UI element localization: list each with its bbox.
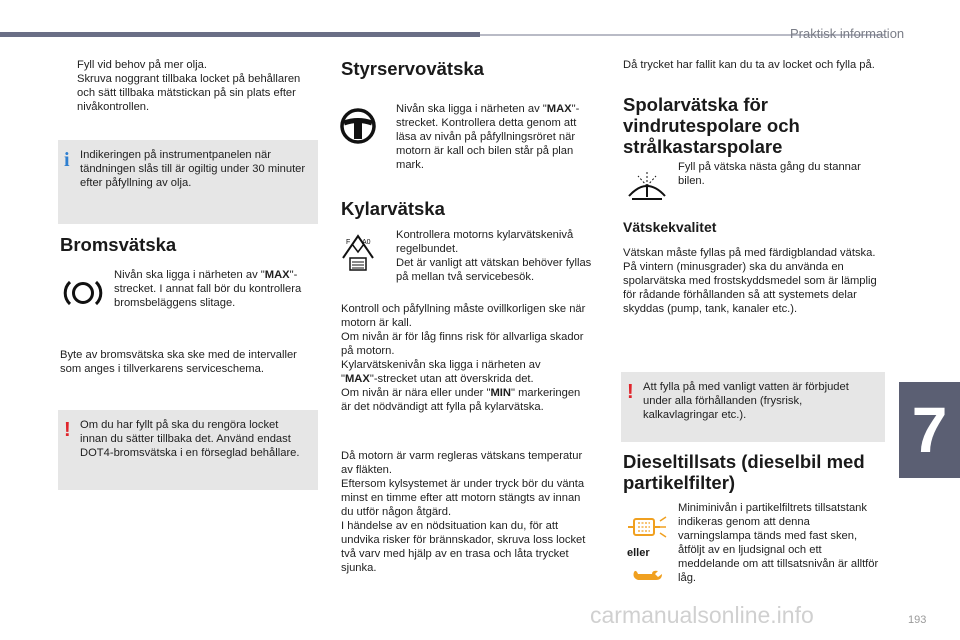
fluid-quality-title: Vätskekvalitet bbox=[623, 219, 717, 235]
coolant-p1-c: " markeringen är det nödvändigt att fylla på kylarvätska. bbox=[341, 387, 581, 413]
windscreen-washer-icon bbox=[626, 166, 668, 202]
steering-pre: Nivån ska ligga i närheten av " bbox=[396, 103, 547, 115]
washer-warning-note bbox=[621, 372, 885, 442]
power-steering-title: Styrservovätska bbox=[341, 58, 484, 79]
brake-warning-note bbox=[58, 410, 318, 490]
watermark: carmanualsonline.info bbox=[590, 602, 814, 628]
bullet-item bbox=[60, 72, 315, 116]
washer-warning-text: Att fylla på med vanligt vatten är förbjudet under alla förhållanden (frysrisk, kalkavlagringar etc.). bbox=[643, 381, 849, 421]
coolant-intro-text: Kontrollera motorns kylarvätskenivå regelbundet. Det är vanligt att vätskan behöver fyllas på mellan två servicebesök. bbox=[396, 229, 592, 283]
power-steering-text bbox=[396, 102, 586, 172]
coolant-hot-text: Då motorn är varm regleras vätskans temperatur av fläkten. Eftersom kylsystemet är under tryck bör du vänta minst en timme efter att motorn stängts av innan du utför någon åtgärd. I händelse av en nödsituation kan du, för att undvika risker för brännskador, skruva loss locket två varv med hjälp av en trasa och låta trycket sjunka. bbox=[341, 450, 586, 574]
steering-wheel-icon bbox=[338, 106, 378, 146]
wrench-icon bbox=[630, 566, 664, 586]
washer-fluid-text: Fyll på vätska nästa gång du stannar bilen. bbox=[678, 161, 861, 187]
brake-interval-text: Byte av bromsvätska ska ske med de intervaller som anges i tillverkarens serviceschema. bbox=[60, 349, 297, 375]
coolant-title: Kylarvätska bbox=[341, 198, 445, 219]
warning-icon: ! bbox=[64, 419, 71, 441]
svg-text:F: F bbox=[346, 239, 351, 246]
coolant-check-text bbox=[341, 302, 591, 414]
info-note-text: Indikeringen på instrumentpanelen när tändningen slås till är ogiltig under 30 minuter efter påfyllning av olja. bbox=[80, 149, 306, 189]
svg-text:A0: A0 bbox=[362, 239, 371, 246]
fluid-quality-text: Vätskan måste fyllas på med färdigblandad vätska. På vintern (minusgrader) ska du använda en spolarvätska med frostskyddsmedel som är lämplig för rådande förhållanden så att systemets delar skyddas (pump, tank, kanaler etc.). bbox=[623, 247, 877, 315]
brake-level-max: MAX bbox=[264, 269, 290, 281]
brake-warning-text: Om du har fyllt på ska du rengöra locket innan du sätter tillbaka det. Använd endast DOT4-bromsvätska i en förseglad behållare. bbox=[80, 419, 300, 459]
brake-level-pre: Nivån ska ligga i närheten av " bbox=[114, 269, 265, 281]
chapter-tab: 7 bbox=[899, 382, 960, 478]
steering-post: "-strecket. Kontrollera detta genom att läsa av nivån på påfyllningsröret när motorn är kall och bilen står på plan mark. bbox=[396, 103, 580, 171]
info-icon: i bbox=[64, 149, 70, 171]
diesel-additive-title: Dieseltillsats (dieselbil med partikelfilter) bbox=[623, 451, 865, 493]
bullet-text: Fyll vid behov på mer olja. bbox=[77, 59, 207, 71]
or-label: eller bbox=[627, 547, 650, 559]
brake-level-text bbox=[114, 268, 314, 310]
steering-max: MAX bbox=[546, 103, 572, 115]
coolant-warning-icon bbox=[340, 232, 376, 274]
page-number: 193 bbox=[908, 614, 927, 626]
brake-level-post: "-strecket. I annat fall bör du kontrollera bromsbeläggens slitage. bbox=[114, 269, 302, 309]
coolant-p1-b: "-strecket utan att överskrida det. Om nivån är nära eller under " bbox=[341, 373, 534, 399]
diesel-additive-text: Miniminivån i partikelfiltrets tillsatstank indikeras genom att denna varningslampa tänds med fast sken, åtföljt av en ljudsignal och ett meddelande om att tillsatsnivån är alltför låg. bbox=[678, 502, 879, 584]
coolant-p1-a: Kontroll och påfyllning måste ovillkorligen ske när motorn är kall. Om nivån är för låg finns risk för allvarliga skador på motorn. Kylarvätskenivån ska ligga i närheten av " bbox=[341, 303, 586, 385]
coolant-min: MIN bbox=[490, 387, 511, 399]
info-note bbox=[58, 140, 318, 224]
brake-warning-icon bbox=[62, 278, 104, 308]
coolant-max: MAX bbox=[344, 373, 370, 385]
particle-filter-icon bbox=[626, 513, 668, 541]
brake-fluid-title: Bromsvätska bbox=[60, 234, 177, 255]
bullet-text: Skruva noggrant tillbaka locket på behållaren och sätt tillbaka mätstickan på sin plats efter nivåkontrollen. bbox=[77, 73, 301, 113]
pressure-text: Då trycket har fallit kan du ta av locket och fylla på. bbox=[623, 59, 875, 71]
section-title: Praktisk information bbox=[790, 26, 905, 41]
bullet-item bbox=[60, 58, 315, 72]
header-bar bbox=[0, 32, 480, 37]
washer-fluid-title: Spolarvätska för vindrutespolare och strålkastarspolare bbox=[623, 94, 800, 157]
warning-icon: ! bbox=[627, 381, 634, 403]
